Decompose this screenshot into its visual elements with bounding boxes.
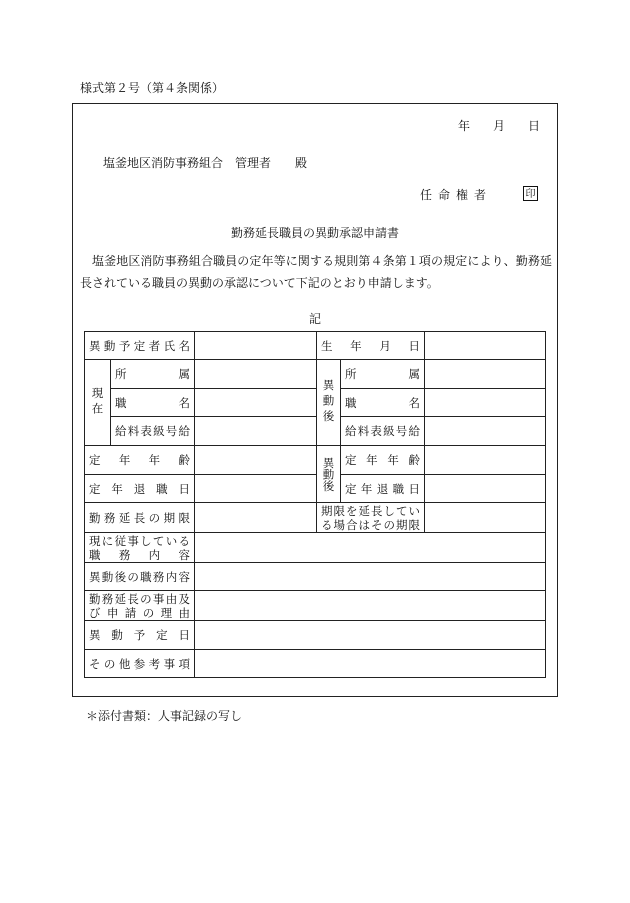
label-retirement-age: 定年年齢 <box>85 446 195 475</box>
value-extension-reason[interactable] <box>195 591 546 621</box>
date-month-label: 月 <box>493 119 506 133</box>
label-extension-reason: 勤務延長の事由及び申請の理由 <box>85 591 195 621</box>
label-after-retirement-age: 定年年齢 <box>341 446 425 475</box>
label-after-affiliation: 所属 <box>341 360 425 389</box>
value-after-salary[interactable] <box>425 417 546 446</box>
label-after-transfer-2: 異動後 <box>317 446 341 503</box>
value-after-position[interactable] <box>425 389 546 417</box>
label-current-salary: 給料表級号給 <box>111 417 195 446</box>
label-current: 現在 <box>85 360 111 446</box>
value-retirement-age[interactable] <box>195 446 317 475</box>
label-current-affiliation: 所属 <box>111 360 195 389</box>
label-other-notes: その他参考事項 <box>85 650 195 678</box>
label-after-position: 職名 <box>341 389 425 417</box>
value-other-notes[interactable] <box>195 650 546 678</box>
value-duties-after-transfer[interactable] <box>195 563 546 591</box>
label-extension-period: 勤務延長の期限 <box>85 503 195 533</box>
label-after-transfer: 異動後 <box>317 360 341 446</box>
value-planned-transfer-date[interactable] <box>195 621 546 650</box>
label-retirement-date: 定年退職日 <box>85 475 195 503</box>
value-current-salary[interactable] <box>195 417 317 446</box>
value-after-retirement-age[interactable] <box>425 446 546 475</box>
value-current-position[interactable] <box>195 389 317 417</box>
label-current-duties: 現に従事している職務内容 <box>85 533 195 563</box>
addressee: 塩釜地区消防事務組合 管理者 殿 <box>103 156 308 170</box>
application-table <box>84 331 546 678</box>
value-transferee-name[interactable] <box>195 332 317 360</box>
label-transferee-name: 異動予定者氏名 <box>85 332 195 360</box>
request-statement: 塩釜地区消防事務組合職員の定年等に関する規則第４条第１項の規定により、勤務延長されている職員の異動の承認について下記のとおり申請します。 <box>80 254 552 290</box>
label-after-salary: 給料表級号給 <box>341 417 425 446</box>
attachment-note: ＊添付書類：人事記録の写し <box>86 709 243 723</box>
label-extended-period: 期限を延長している場合はその期限 <box>317 503 425 533</box>
date-day-label: 日 <box>528 119 541 133</box>
label-planned-transfer-date: 異動予定日 <box>85 621 195 650</box>
value-extension-period[interactable] <box>195 503 317 533</box>
label-duties-after-transfer: 異動後の職務内容 <box>85 563 195 591</box>
value-retirement-date[interactable] <box>195 475 317 503</box>
value-after-retirement-date[interactable] <box>425 475 546 503</box>
label-birth-date: 生 年 月 日 <box>317 332 425 360</box>
value-current-affiliation[interactable] <box>195 360 317 389</box>
appointer-label: 任命権者 <box>420 188 493 202</box>
value-extended-period[interactable] <box>425 503 546 533</box>
label-after-retirement-date: 定年退職日 <box>341 475 425 503</box>
form-number-label: 様式第２号（第４条関係） <box>80 81 225 95</box>
label-current-position: 職名 <box>111 389 195 417</box>
seal-mark: 印 <box>523 186 538 201</box>
ki-heading: 記 <box>308 312 321 326</box>
value-birth-date[interactable] <box>425 332 546 360</box>
value-current-duties[interactable] <box>195 533 546 563</box>
document-title: 勤務延長職員の異動承認申請書 <box>230 226 399 240</box>
value-after-affiliation[interactable] <box>425 360 546 389</box>
date-year-label: 年 <box>458 119 471 133</box>
